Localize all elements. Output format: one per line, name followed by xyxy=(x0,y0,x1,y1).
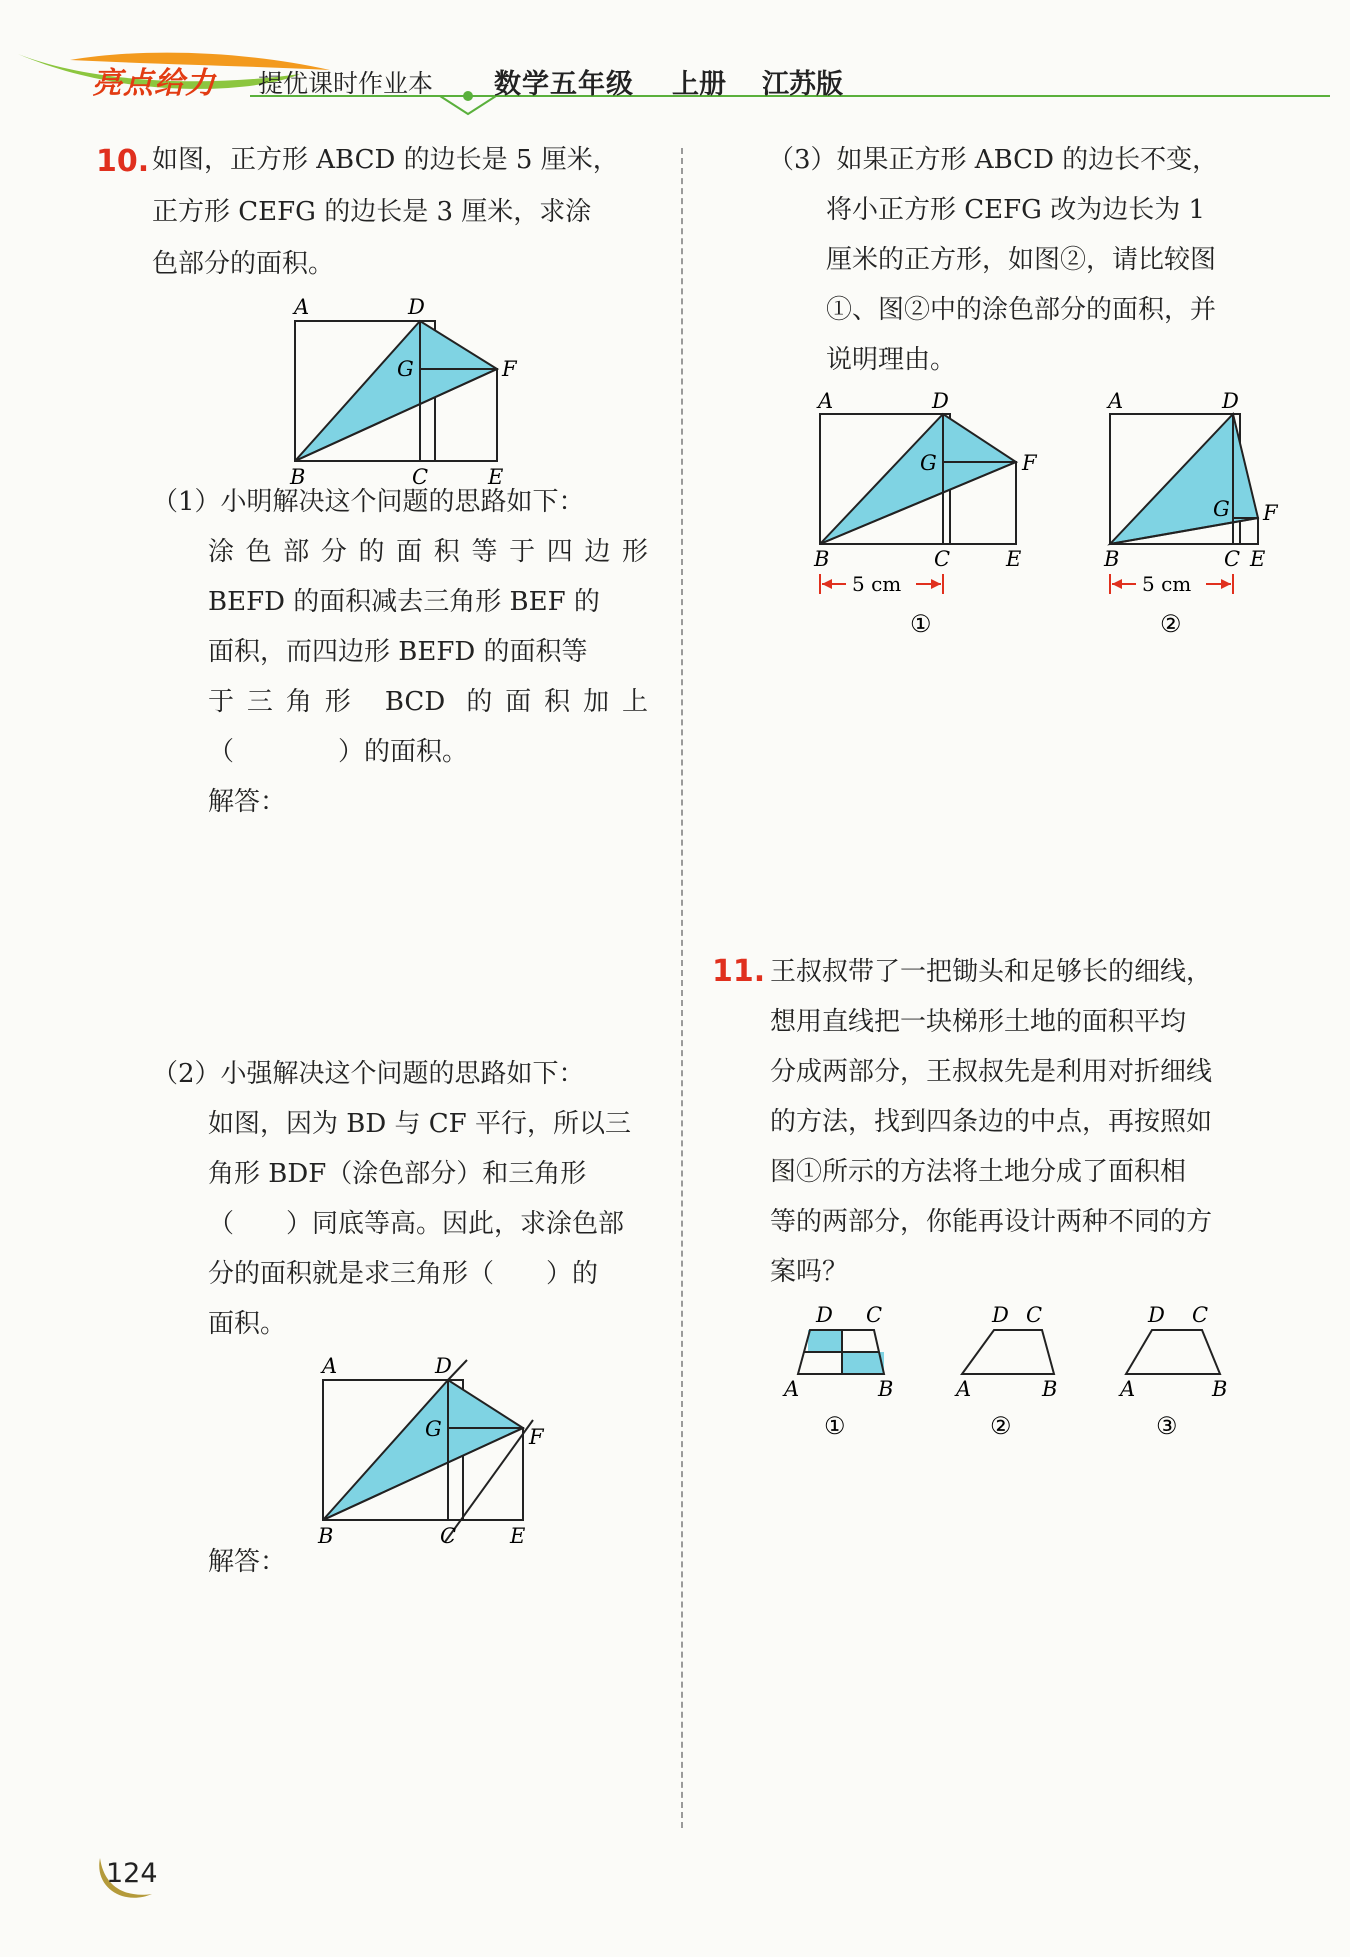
label-C: C xyxy=(1192,1303,1209,1327)
figure-2-caption: ② xyxy=(1160,610,1182,638)
label-A: A xyxy=(1108,389,1124,413)
label-A: A xyxy=(956,1377,972,1401)
q10-figure-1 xyxy=(808,388,1058,648)
grade-label: 数学五年级 xyxy=(494,69,634,100)
label-E: E xyxy=(488,465,504,489)
label-G: G xyxy=(1213,497,1230,521)
q10-part1-answer-label: 解答： xyxy=(208,787,287,817)
q10-part1-line: 面积，而四边形 BEFD 的面积等 xyxy=(208,637,588,667)
brand-logo-text: 亮点给力 xyxy=(92,66,216,101)
q10-part2-line: （ ）同底等高。因此，求涂色部 xyxy=(208,1209,625,1239)
q10-part2-line: 角形 BDF（涂色部分）和三角形 xyxy=(208,1159,587,1189)
label-G: G xyxy=(425,1417,442,1441)
page-number: 124 xyxy=(106,1858,158,1889)
label-B: B xyxy=(1042,1377,1058,1401)
label-F: F xyxy=(1263,501,1278,525)
q10-part2-answer-label: 解答： xyxy=(208,1547,287,1577)
label-E: E xyxy=(1250,547,1266,571)
label-B: B xyxy=(1212,1377,1228,1401)
q10-part3-line: （3）如果正方形 ABCD 的边长不变， xyxy=(768,145,1219,175)
label-G: G xyxy=(397,357,414,381)
label-D: D xyxy=(435,1354,452,1378)
q11-trapezoid-1 xyxy=(774,1300,914,1440)
edition-label: 江苏版 xyxy=(762,69,843,100)
label-B: B xyxy=(814,547,830,571)
label-C: C xyxy=(412,465,429,489)
column-divider xyxy=(681,148,683,1828)
q10-part3-line: 厘米的正方形，如图②，请比较图 xyxy=(826,245,1217,275)
q10-part3-line: 将小正方形 CEFG 改为边长为 1 xyxy=(826,195,1206,225)
question-10-number: 10. xyxy=(96,144,150,179)
question-11-number: 11. xyxy=(712,954,766,989)
q10-figure-2 xyxy=(1098,388,1308,648)
q11-trapezoid-2 xyxy=(948,1300,1078,1440)
label-F: F xyxy=(1022,451,1037,475)
label-C: C xyxy=(1224,547,1241,571)
series-title: 提优课时作业本 xyxy=(258,69,434,98)
q11-trapezoid-3 xyxy=(1112,1300,1242,1440)
figure-3-caption: ③ xyxy=(1156,1412,1178,1440)
q10-part3-line: ①、图②中的涂色部分的面积，并 xyxy=(826,295,1217,325)
label-D: D xyxy=(932,389,949,413)
q11-line: 的方法，找到四条边的中点，再按照如 xyxy=(770,1107,1213,1137)
q10-part2-line: 如图，因为 BD 与 CF 平行，所以三 xyxy=(208,1109,631,1139)
q10-part2-line: 面积。 xyxy=(208,1309,287,1339)
dimension-5cm: 5 cm xyxy=(852,572,902,596)
q10-part1-line: 涂色部分的面积等于四边形 xyxy=(208,537,648,567)
label-B: B xyxy=(290,465,306,489)
label-C: C xyxy=(1026,1303,1043,1327)
label-F: F xyxy=(529,1425,544,1449)
label-C: C xyxy=(440,1524,457,1548)
label-A: A xyxy=(784,1377,800,1401)
label-A: A xyxy=(322,1354,338,1378)
label-A: A xyxy=(294,295,310,319)
q11-line: 想用直线把一块梯形土地的面积平均 xyxy=(770,1007,1187,1037)
q10-part1-line: （ ）的面积。 xyxy=(208,737,469,767)
q10-part1-line: BEFD 的面积减去三角形 BEF 的 xyxy=(208,587,600,617)
label-D: D xyxy=(408,295,425,319)
q11-line: 图①所示的方法将土地分成了面积相 xyxy=(770,1157,1187,1187)
label-D: D xyxy=(992,1303,1009,1327)
label-A: A xyxy=(1120,1377,1136,1401)
label-D: D xyxy=(1148,1303,1165,1327)
q11-line: 等的两部分，你能再设计两种不同的方 xyxy=(770,1207,1213,1237)
label-F: F xyxy=(502,357,517,381)
q10-stem-line: 正方形 CEFG 的边长是 3 厘米，求涂 xyxy=(152,197,592,227)
label-C: C xyxy=(866,1303,883,1327)
label-D: D xyxy=(1222,389,1239,413)
q10-part2-line: 分的面积就是求三角形（ ）的 xyxy=(208,1259,599,1289)
label-B: B xyxy=(318,1524,334,1548)
q10-part2-line: （2）小强解决这个问题的思路如下： xyxy=(152,1059,585,1089)
volume-label: 上册 xyxy=(672,69,726,100)
q10-part1-line: （1）小明解决这个问题的思路如下： xyxy=(152,487,585,517)
q10-part1-line: 于三角形 BCD 的面积加上 xyxy=(208,687,648,717)
label-B: B xyxy=(1104,547,1120,571)
q11-line: 分成两部分，王叔叔先是利用对折细线 xyxy=(770,1057,1213,1087)
q10-main-figure xyxy=(280,295,540,489)
label-C: C xyxy=(934,547,951,571)
q10-stem-line: 色部分的面积。 xyxy=(152,249,335,279)
q11-line: 案吗？ xyxy=(770,1257,849,1287)
q11-line: 王叔叔带了一把锄头和足够长的细线， xyxy=(770,957,1213,987)
label-D: D xyxy=(816,1303,833,1327)
figure-1-caption: ① xyxy=(910,610,932,638)
label-G: G xyxy=(920,451,937,475)
dimension-5cm: 5 cm xyxy=(1142,572,1192,596)
label-E: E xyxy=(1006,547,1022,571)
label-B: B xyxy=(878,1377,894,1401)
figure-2-caption: ② xyxy=(990,1412,1012,1440)
figure-1-caption: ① xyxy=(824,1412,846,1440)
label-E: E xyxy=(510,1524,526,1548)
q10-part3-line: 说明理由。 xyxy=(826,345,957,375)
q10-part2-figure xyxy=(305,1352,565,1548)
q10-stem-line: 如图，正方形 ABCD 的边长是 5 厘米， xyxy=(152,145,619,175)
label-A: A xyxy=(818,389,834,413)
